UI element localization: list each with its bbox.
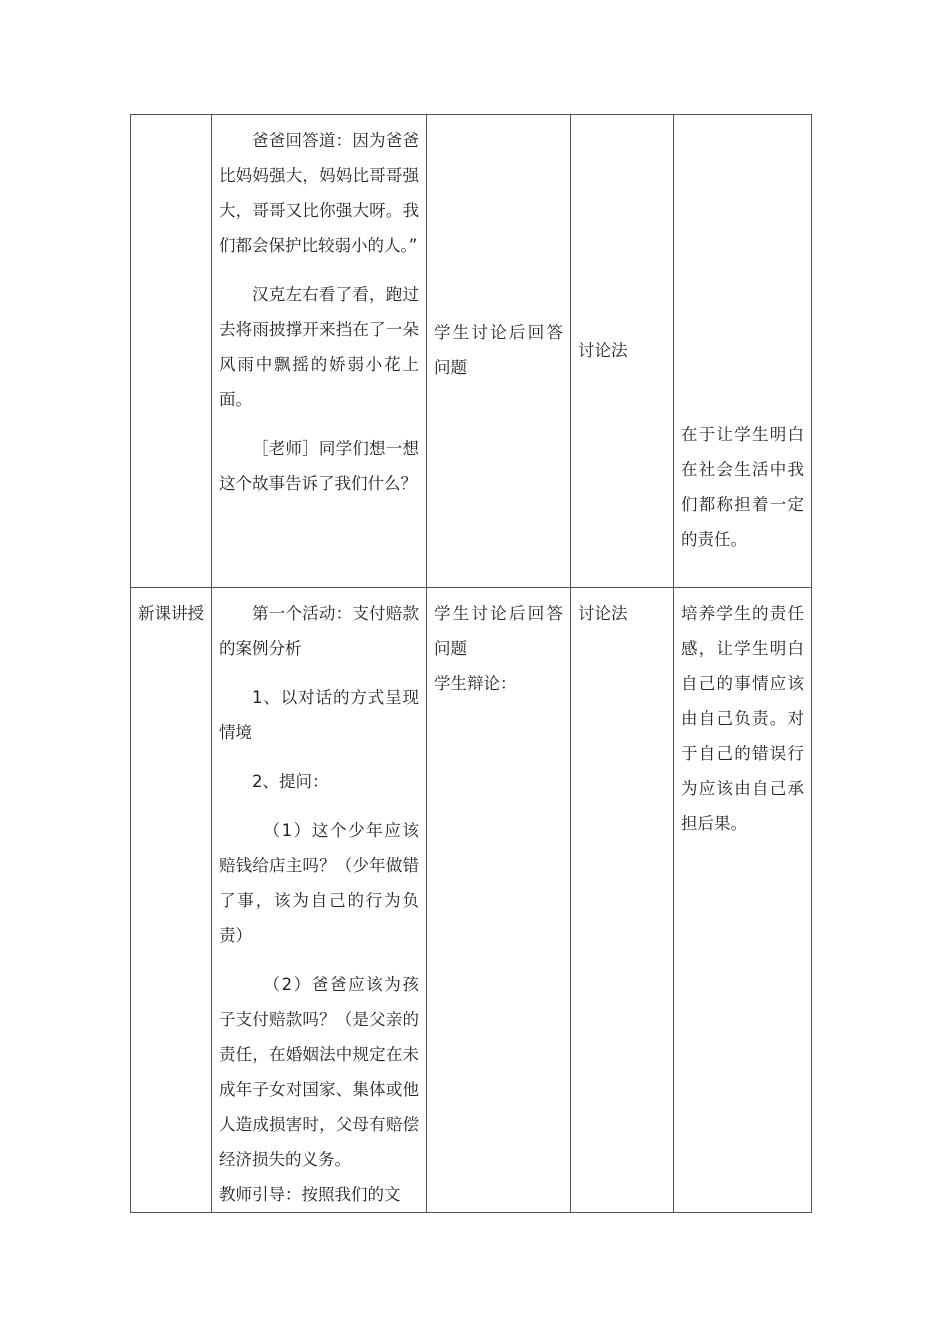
method-cell <box>571 588 674 1213</box>
content-cell <box>212 115 427 588</box>
intent-text: 培养学生的责任感，让学生明白自己的事情应该由自己负责。对于自己的错误行为应该由自己承担后果。 <box>681 604 804 833</box>
student-activity-text: 学生讨论后回答问题 <box>434 323 563 377</box>
table-row <box>131 588 812 1213</box>
method-text: 讨论法 <box>578 341 628 360</box>
content-paragraph: 1、以对话的方式呈现情境 <box>219 688 419 742</box>
content-paragraph: 教师引导：按照我们的文 <box>219 1185 401 1204</box>
student-activity-cell <box>427 588 571 1213</box>
content-paragraph: （2）爸爸应该为孩子支付赔款吗？（是父亲的责任，在婚姻法中规定在未成年子女对国家、集体或他人造成损害时，父母有赔偿经济损失的义务。 <box>219 975 419 1169</box>
student-activity-text: 学生辩论： <box>434 674 517 693</box>
content-paragraph: （1）这个少年应该赔钱给店主吗？（少年做错了事，该为自己的行为负责） <box>219 821 419 945</box>
intent-cell <box>674 115 812 588</box>
method-text: 讨论法 <box>578 604 628 623</box>
student-activity-text: 学生讨论后回答问题 <box>434 604 563 658</box>
student-activity-cell <box>427 115 571 588</box>
content-cell <box>212 588 427 1213</box>
stage-text: 新课讲授 <box>138 604 204 623</box>
content-paragraph: 第一个活动：支付赔款的案例分析 <box>219 604 419 658</box>
content-paragraph: 汉克左右看了看，跑过去将雨披撑开来挡在了一朵风雨中飘摇的娇弱小花上面。 <box>219 285 419 409</box>
intent-text: 在于让学生明白在社会生活中我们都称担着一定的责任。 <box>681 425 804 549</box>
method-cell <box>571 115 674 588</box>
content-paragraph: 2、提问： <box>252 772 329 791</box>
content-paragraph: 爸爸回答道：因为爸爸比妈妈强大，妈妈比哥哥强大，哥哥又比你强大呀。我们都会保护比较弱小的人。” <box>219 131 419 255</box>
table-row <box>131 115 812 588</box>
intent-cell <box>674 588 812 1213</box>
stage-cell <box>131 588 212 1213</box>
content-paragraph: ［老师］同学们想一想这个故事告诉了我们什么？ <box>219 439 419 493</box>
stage-cell <box>131 115 212 588</box>
lesson-plan-table <box>130 114 812 1213</box>
